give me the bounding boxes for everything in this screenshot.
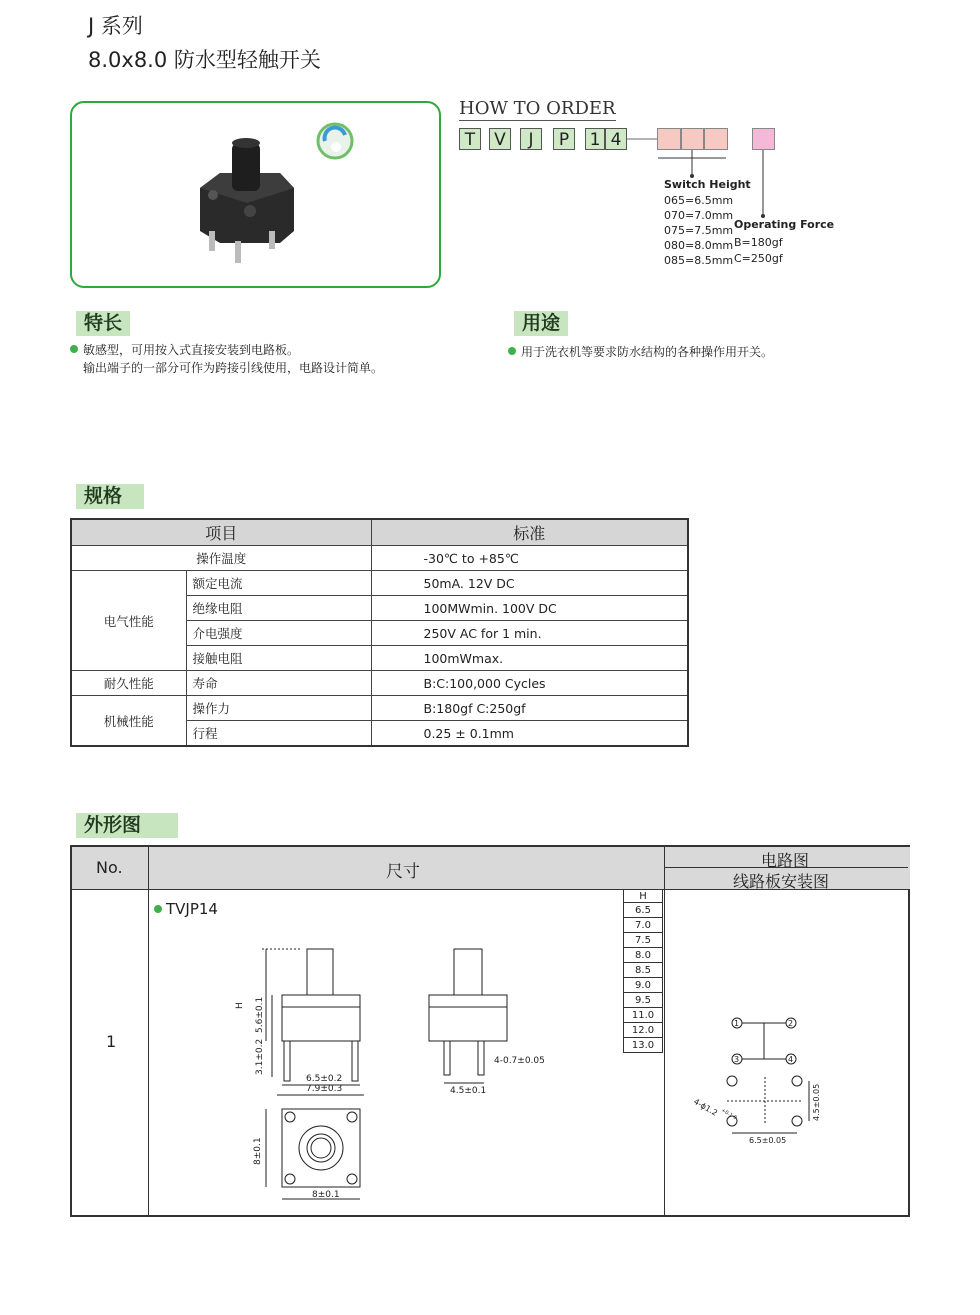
svg-text:4.5±0.05: 4.5±0.05 [812,1083,821,1121]
spec-header-standard: 标准 [371,519,688,546]
spec-electrical-group: 电气性能 [71,571,186,671]
dim-7-9: 7.9±0.3 [306,1084,343,1094]
model-name: TVJP14 [166,900,218,918]
dim-5-6: 5.6±0.1 [255,996,265,1033]
height-value: 13.0 [624,1038,663,1053]
features-title: 特长 [76,311,130,336]
height-code-box-2 [681,128,704,150]
dim-pin: 4-0.7±0.05 [494,1056,545,1066]
dim-h: H [235,1002,245,1009]
dim-6-5: 6.5±0.2 [306,1074,343,1084]
height-value: 11.0 [624,1008,663,1023]
spec-row-value: 0.25 ± 0.1mm [371,721,688,747]
svg-text:3: 3 [734,1055,740,1064]
switch-height-label: Switch Height [664,178,751,191]
dim-3-1: 3.1±0.2 [255,1038,265,1075]
svg-text:+0.1 0: +0.1 0 [720,1107,738,1122]
spec-row-label: 介电强度 [186,621,371,646]
spec-row-label: 接触电阻 [186,646,371,671]
spec-row-value: 250V AC for 1 min. [371,621,688,646]
height-code-box-3 [704,128,728,150]
dim-8-v: 8±0.1 [253,1137,263,1165]
series-title: J 系列 [88,14,143,38]
height-value: 8.0 [624,948,663,963]
height-value: 9.5 [624,993,663,1008]
outline-header-size: 尺寸 [386,862,420,882]
spec-row-label: 行程 [186,721,371,747]
outline-row-no: 1 [106,1032,117,1051]
code-letter-3: J [520,128,542,150]
height-value: 12.0 [624,1023,663,1038]
specs-title: 规格 [76,484,144,509]
circuit-diagram [687,1007,887,1157]
spec-header-item: 项目 [71,519,371,546]
outline-header-circuit: 电路图 [761,851,810,870]
code-letter-1: T [459,128,481,150]
switch-height-options: 065=6.5mm 070=7.0mm 075=7.5mm 080=8.0mm 085=8.5mm [664,194,734,267]
height-value: 7.5 [624,933,663,948]
height-value: 8.5 [624,963,663,978]
force-code-box [752,128,775,150]
height-code-box-1 [657,128,681,150]
dim-8-h: 8±0.1 [312,1190,340,1200]
spec-mechanical-group: 机械性能 [71,696,186,747]
spec-row-label: 绝缘电阻 [186,596,371,621]
spec-temp-label: 操作温度 [71,546,371,571]
height-value: 6.5 [624,903,663,918]
code-letter-4: P [553,128,575,150]
spec-row-label: 寿命 [186,671,371,696]
code-letter-6: 4 [605,128,627,150]
height-value: 9.0 [624,978,663,993]
usage-text: 用于洗衣机等要求防水结构的各种操作用开关。 [521,345,774,359]
spec-row-label: 操作力 [186,696,371,721]
product-subtitle: 8.0x8.0 防水型轻触开关 [88,48,321,72]
spec-row-value: B:C:100,000 Cycles [371,671,688,696]
outline-header-pcb: 线路板安装图 [733,872,830,891]
outline-table [70,845,910,1217]
spec-row-value: 100MWmin. 100V DC [371,596,688,621]
spec-row-value: B:180gf C:250gf [371,696,688,721]
dim-4-5: 4.5±0.1 [450,1086,487,1096]
outline-header-no: No. [96,858,123,877]
brand-logo-icon [318,124,352,158]
model-bullet [154,905,162,913]
height-value: 7.0 [624,918,663,933]
product-photo-frame [70,101,441,288]
svg-text:6.5±0.05: 6.5±0.05 [749,1136,787,1145]
code-letter-5: 1 [585,128,605,150]
svg-text:1: 1 [734,1019,740,1028]
svg-text:4-ϕ1.2: 4-ϕ1.2 [692,1096,720,1118]
spec-table [70,518,689,747]
spec-row-value: 100mWmax. [371,646,688,671]
operating-force-label: Operating Force [734,218,835,231]
height-table: H 6.5 7.0 7.5 8.0 8.5 9.0 9.5 11.0 12.0 13.0 [623,889,663,1053]
outline-title: 外形图 [76,813,178,838]
spec-row-value: 50mA. 12V DC [371,571,688,596]
features-bullet [70,345,78,353]
code-letter-2: V [489,128,511,150]
product-photo [72,103,443,290]
svg-text:4: 4 [788,1055,794,1064]
features-text: 敏感型，可用按入式直接安装到电路板。 输出端子的一部分可作为跨接引线使用，电路设计简单。 [83,343,384,375]
operating-force-options: B=180gf C=250gf [734,236,783,265]
usage-bullet [508,347,516,355]
svg-text:2: 2 [788,1019,794,1028]
usage-title: 用途 [514,311,568,336]
dimension-drawing [232,937,572,1207]
how-to-order-title: HOW TO ORDER [459,98,616,119]
spec-durability-group: 耐久性能 [71,671,186,696]
spec-temp-value: -30℃ to +85℃ [371,546,688,571]
spec-row-label: 额定电流 [186,571,371,596]
